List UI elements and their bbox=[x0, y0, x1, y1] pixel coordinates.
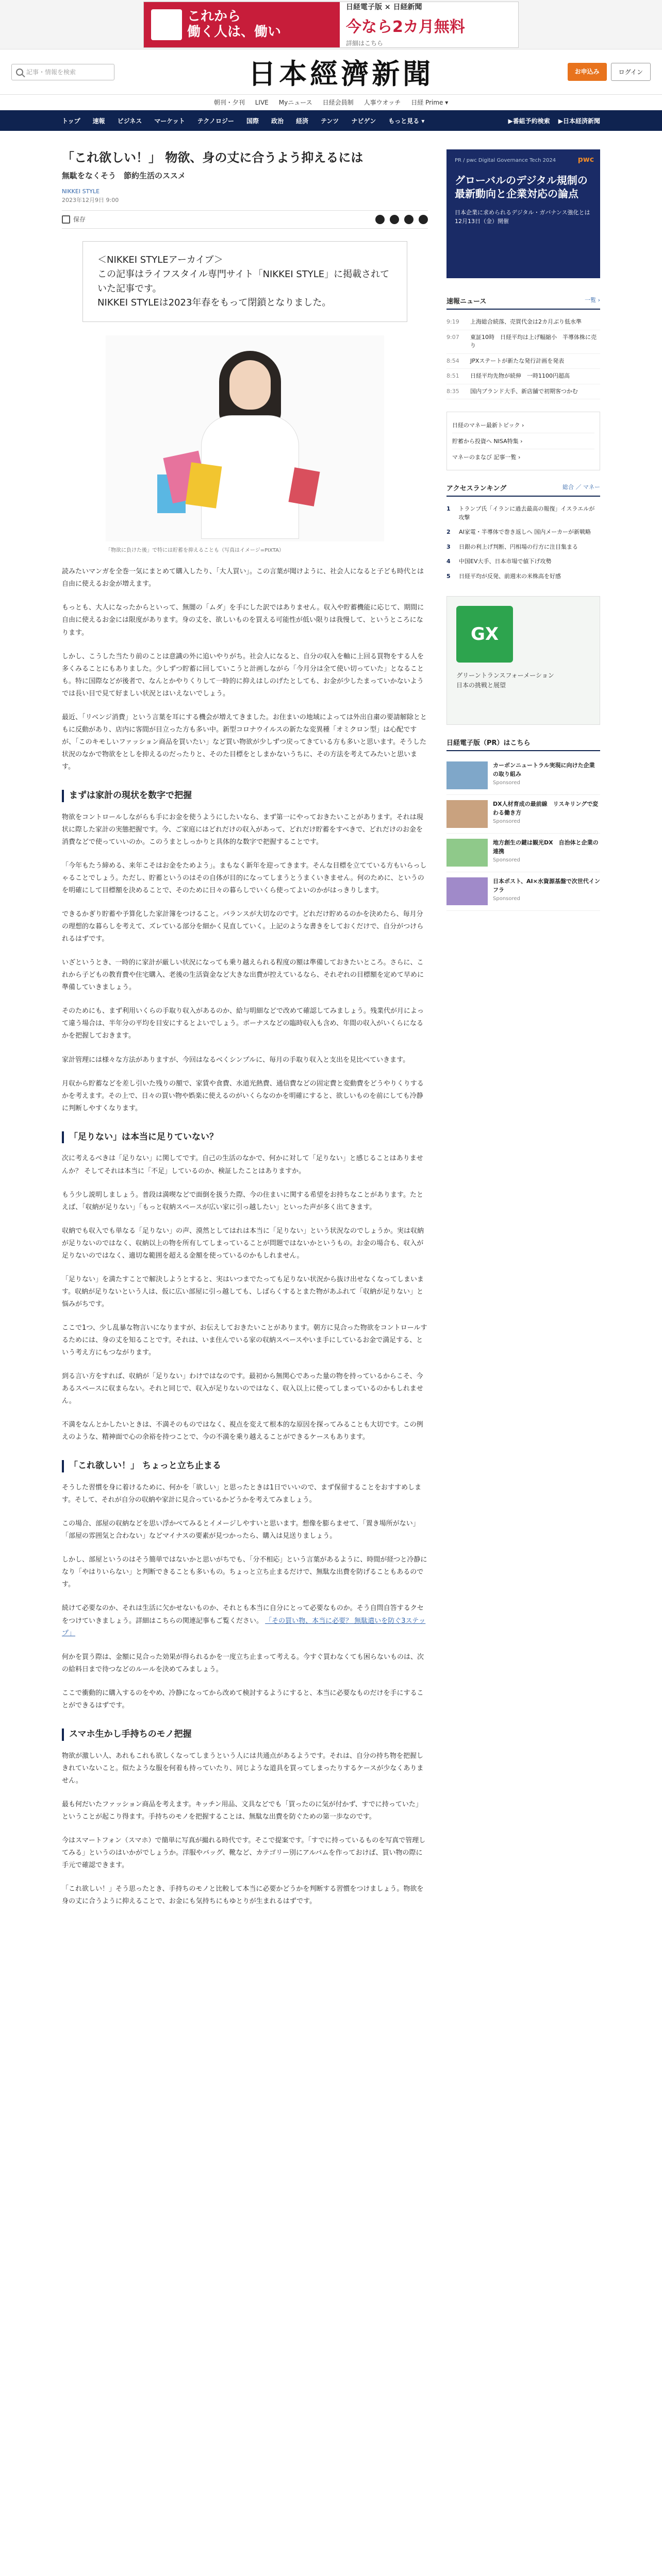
article-paragraph: 最近、「リベンジ消費」という言葉を耳にする機会が増えてきました。お住まいの地域によっては外出自粛の要請解除とともに反動があり、店内に客間が目立った方も多い中。新型コロナウイルスの新たな変異種「オミクロン型」は心配ですが、「このキモしいファッション商品を買いたい」など買い物欲が少しずつ戻ってきている方も多いと思います。そうした状況のなかで物欲をとしを抑えるのだったりと、そのた目標をとしまかないうちに、その方法を考えてみたいと思います。 bbox=[62, 713, 427, 771]
nav-right-link[interactable]: ▶番組予約検索 bbox=[508, 117, 550, 125]
rank-title: 日経平均が反発、前週末の米株高を好感 bbox=[459, 572, 561, 580]
rank-number: 5 bbox=[446, 572, 451, 580]
pr-title: DX人材育成の最前線 リスキリングで変わる働き方 bbox=[493, 801, 599, 816]
news-time: 8:54 bbox=[446, 357, 459, 364]
section-heading: まずは家計の現状を数字で把握 bbox=[62, 790, 428, 802]
rank-title: トランプ氏「イランに過去最高の報復」イスラエルが攻撃 bbox=[458, 505, 595, 521]
gx-ad-text: グリーントランスフォーメーション 日本の挑戦と展望 bbox=[456, 672, 554, 689]
news-time: 9:19 bbox=[446, 318, 459, 325]
share-icons bbox=[375, 215, 428, 224]
article-paragraph: 「足りない」を満たすことで解決しようとすると、実はいつまでたっても足りない状況から抜け出せなくなってしまいます。収納が足りないという人は、仮に広い部屋に引っ越しても、しばらくするとまた物があふれて「収納が足りない」と悩みがちです。 bbox=[62, 1275, 424, 1308]
archive-notice: ＜NIKKEI STYLEアーカイブ＞ この記事はライフスタイル専門サイト「NIKKEI STYLE」に掲載されていた記事です。 NIKKEI STYLEは2023年春をもって閉鎖となりました。 bbox=[82, 241, 407, 323]
pr-title: カーボンニュートラル実現に向けた企業の取り組み bbox=[493, 762, 595, 777]
ad-cta[interactable]: 詳細はこちら bbox=[346, 40, 384, 47]
rank-number: 3 bbox=[446, 543, 451, 550]
pr-item[interactable] bbox=[446, 795, 600, 834]
sidebar bbox=[446, 149, 600, 1919]
article-paragraph: 収納でも収入でも単なる「足りない」の声、漠然としてはれは本当に「足りない」という状況なのでしょうか。実は収納が足りないのではなく、収納以上の物を所有してしまっていることが問題ではないかというもの。お金の場合も、収入が足りないのではなく、適切な範囲を超える金額を使っているのかもしれません。 bbox=[62, 1227, 424, 1260]
pr-sponsor: Sponsored bbox=[493, 819, 520, 824]
topic-link[interactable]: マネーのまなび 記事一覧 › bbox=[452, 454, 521, 461]
nav-item[interactable]: 国際 bbox=[246, 117, 259, 125]
section-heading: 「これ欲しい！」 ちょっと立ち止まる bbox=[62, 1460, 428, 1472]
pr-text bbox=[493, 800, 600, 828]
article-paragraph: 物欲が激しい人、あれもこれも欲しくなってしまうという人には共通点があるようです。それは、自分の持ち物を把握しきれていないこと。似たような服を何着も持っていたり、同じような道具を買ってしまったりするケースが少なくありません。 bbox=[62, 1752, 424, 1785]
article-subhead: 無駄をなくそう 節約生活のススメ bbox=[62, 171, 186, 180]
article-paragraph: 「これ欲しい！」そう思ったとき、手持ちのモノと比較して本当に必要かどうかを判断する習慣をつけましょう。物欲を身の丈に合うように抑えることで、お金にも気持ちにもゆとりが生まれるはずです。 bbox=[62, 1885, 424, 1905]
site-logo[interactable]: 日本經濟新聞 bbox=[248, 57, 434, 90]
subnav-item[interactable]: 日経 Prime ▾ bbox=[411, 99, 449, 106]
nav-item[interactable]: ナビゲン bbox=[351, 117, 376, 125]
pr-item[interactable] bbox=[446, 756, 600, 795]
header-buttons bbox=[568, 63, 651, 81]
ranking-item[interactable] bbox=[446, 554, 600, 569]
search-input[interactable] bbox=[11, 64, 114, 80]
content-wrapper bbox=[0, 149, 662, 1919]
pr-item[interactable] bbox=[446, 834, 600, 872]
article-paragraph: 何かを買う際は、金額に見合った効果が得られるかを一度立ち止まって考える。今すぐ買わなくても困らないものは、次の給料日まで待つなどのルールを決めてみましょう。 bbox=[62, 1653, 424, 1673]
subnav-item[interactable]: 朝刊・夕刊 bbox=[213, 99, 245, 106]
article-paragraph: 物欲をコントロールしながらも手にお金を使うようにしたいなら、まず第一にやっておきたいことがあります。それは現状に際した家計の実態把握です。今、ご家庭にはどれだけの収入があって、どれだけ貯蓄をすべきで、どれだけのお金を消費などで使っていいのか。このうまとしっかりと具体的な数字で把握することです。 bbox=[62, 813, 423, 846]
rank-number: 4 bbox=[446, 558, 451, 565]
article-paragraph: ここで衝動的に購入するのをやめ、冷静になってから改めて検討するようにすると、本当に必要なものだけを手にすることができるはずです。 bbox=[62, 1689, 424, 1709]
article-source[interactable]: NIKKEI STYLE bbox=[62, 188, 100, 195]
link-icon[interactable] bbox=[375, 215, 385, 224]
article-paragraph: 月収から貯蓄などを差し引いた残りの額で、家賃や食費、水道光熱費、通信費などの固定費と変動費をどうやりくりするかを考えます。その上で、日々の買い物や娯楽に使えるのがいくらなのかを明確にすると、欲しいものを前にしても冷静に判断しやすくなります。 bbox=[62, 1079, 424, 1112]
section-heading: 「足りない」は本当に足りていない？ bbox=[62, 1131, 428, 1144]
article-paragraph: しかし、部屋というのはそう簡単ではないかと思いがちでも、「分不相応」という言葉があるように、時間が経つと冷静になり「やはりいらない」と判断できることも多いもの。ちょっと立ち止まるだけで、無駄な出費を防げることもあるのです。 bbox=[62, 1556, 427, 1589]
ad-headline: グローバルのデジタル規制の最新動向と企業対応の論点 bbox=[455, 174, 588, 200]
paragraph-text: 続けて必要なのか、それは生活に欠かせないものか、それとも本当に自分にとって必要なものか。そう自問自答するクセをつけていきましょう。詳細はこちらの関連記事もご覧ください。 bbox=[62, 1604, 424, 1625]
pr-list bbox=[446, 756, 600, 911]
ranking-list bbox=[446, 502, 600, 584]
image-caption: 「物欲に負けた後」で特には貯蓄を抑えることも（写真はイメージ=PIXTA） bbox=[106, 548, 284, 554]
ranking-tab[interactable]: マネー bbox=[583, 484, 600, 490]
article-paragraph: もう少し説明しましょう。普段は満喫などで面倒を扱うた際、今の住まいに関する希望をお持ちなことがあります。たとえば、「収納が足りない」「もっと収納スペースが広い家に引っ越したい」といった声が多く出てきます。 bbox=[62, 1191, 423, 1211]
ad-right-panel bbox=[340, 2, 518, 47]
ranking-item[interactable] bbox=[446, 540, 600, 555]
nav-item[interactable]: テンツ bbox=[321, 117, 339, 125]
hero-image bbox=[106, 335, 384, 541]
article-paragraph: いざというとき、一時的に家計が厳しい状況になっても乗り越えられる程度の額は準備しておきたいところ。さらに、これから子どもの教育費や住宅購入、老後の生活資金など大きな出費が控えているなら、それぞれの目標額を定めて早めに準備していきましょう。 bbox=[62, 959, 424, 992]
pr-thumbnail bbox=[446, 839, 488, 867]
news-item[interactable] bbox=[446, 330, 600, 354]
article-paragraph: そのためにも、まず利用いくらの手取り収入があるのか、給与明細などで改めて確認してみましょう。残業代が月によって違う場合は、半年分の平均を目安にするとよいでしょう。ボーナスなどの臨時収入も含め、年間の収入がいくらになるかを把握しておきます。 bbox=[62, 1007, 424, 1040]
nav-item[interactable]: マーケット bbox=[154, 117, 185, 125]
topic-link[interactable]: 日経のマネー最新トピック › bbox=[452, 417, 594, 433]
news-title: 国内ブランド大手、新店舗で初期客つかむ bbox=[470, 387, 578, 395]
news-heading bbox=[446, 296, 600, 310]
ranking-heading-label: アクセスランキング bbox=[446, 485, 507, 493]
search-icon bbox=[16, 69, 23, 76]
news-title: 上海総合続落、売買代金は2カ月ぶり低水準 bbox=[470, 318, 582, 325]
ranking-heading bbox=[446, 483, 600, 497]
article-paragraph: 次に考えるべきは「足りない」に関してです。自己の生活のなかで、何かに対して「足りない」と感じることはありませんか？ そしてそれは本当に「不足」しているのか、検証したことはありますか。 bbox=[62, 1155, 423, 1175]
article-paragraph: 不満をなんとかしたいときは、不満そのものではなく、視点を変えて根本的な原因を探ってみることも大切です。この例えのような、精神面で心の余裕を持つことで、今の不満を乗り越えることができるケースもあります。 bbox=[62, 1421, 423, 1442]
article-paragraph: 「今年もたう締める、来年こそはお金をためよう」。まもなく新年を迎ってきます。そんな目標を立てている方もいらっしゃることでしょう。ただし、貯蓄というのはその自体が目的になってしまうとうまくいきません。何のために、というのを明確にして目標額を決めることで、そのために日々の暮らしでいくら使ってよいのかがはっきりします。 bbox=[62, 861, 427, 895]
article-paragraph: ここで1つ、少し乱暴な物言いになりますが、お伝えしておきたいことがあります。朝方に見合った物欲をコントロールするためには、身の丈を知ることです。それは、いま住んでいる家の収納スペースやいま手にしているお金で満足する、という考え方にもつながります。 bbox=[62, 1324, 427, 1357]
nav-item[interactable]: 速報 bbox=[92, 117, 105, 125]
ad-logo-icon bbox=[151, 9, 182, 40]
nav-right-links bbox=[508, 116, 600, 125]
nav-right-link[interactable]: ▶日本経済新聞 bbox=[558, 117, 600, 125]
ad-line-2: 今なら2カ月無料 bbox=[346, 18, 465, 36]
pr-thumbnail bbox=[446, 761, 488, 789]
save-label: 保存 bbox=[73, 216, 86, 224]
article-paragraph: 最も何だいたファッション商品を考えます。キッチン用品、文具などでも「買ったのに気が付かず、すでに持っていた」ということが起こり得ます。手持ちのモノを把握することは、無駄な出費を防ぐための第一歩なのです。 bbox=[62, 1800, 422, 1821]
related-article-link[interactable]: 「その買い物、本当に必要？ 無駄遣いを防ぐ3ステップ」 bbox=[62, 1617, 426, 1637]
news-more-link[interactable]: 一覧 › bbox=[585, 297, 600, 303]
ad-body: 日本企業に求められるデジタル・ガバナンス強化とは 12月13日（金）開催 bbox=[455, 209, 590, 225]
ad-brand: pwc bbox=[577, 156, 594, 164]
nav-item-more[interactable]: もっと見る ▾ bbox=[388, 117, 425, 125]
subnav-item[interactable]: LIVE bbox=[255, 98, 269, 106]
ranking-item[interactable] bbox=[446, 525, 600, 540]
article-paragraph: この場合、部屋の収納などを思い浮かべてみるとイメージしやすいと思います。想像を膨らませて、「置き場所がない」「部屋の雰囲気と合わない」などマイナスの要素が見つかったら、購入は見送りましょう。 bbox=[62, 1520, 420, 1540]
ranking-tabs: 総合 ／ マネー bbox=[562, 484, 600, 490]
top-ad-banner[interactable] bbox=[0, 0, 662, 49]
article-paragraph: 読みたいマンガを全巻一気にまとめて購入したり、「大人買い」。この言葉が聞けように、社会人になると子ども時代とは自由に使えるお金が増えます。 bbox=[62, 568, 424, 588]
rank-title: 中国EV大手、日本市場で値下げ攻勢 bbox=[459, 558, 552, 565]
pr-heading-label: 日経電子版（PR）はこちら bbox=[446, 739, 531, 747]
ad-line-1: 日経電子版 × 日経新聞 bbox=[346, 3, 422, 11]
pr-title: 地方創生の鍵は観光DX 自治体と企業の連携 bbox=[493, 839, 599, 855]
masthead bbox=[0, 49, 662, 95]
subnav-item[interactable]: 日経会員制 bbox=[322, 99, 354, 106]
shopping-bag-icon bbox=[288, 468, 320, 507]
article-paragraph: 到る言い方をすれば、収納が「足りない」わけではなのです。最初から無関心であった量の物を持っているからこそ、今あるスペースに収まらない。それと同じで、収入が足りないのではなく、収入以上に使ってしまっているのかもしれません。 bbox=[62, 1372, 423, 1405]
ranking-item[interactable] bbox=[446, 569, 600, 584]
pr-thumbnail bbox=[446, 800, 488, 828]
news-title: 日経平均先物が続伸 一時1100円超高 bbox=[470, 372, 570, 379]
news-item[interactable] bbox=[446, 354, 600, 369]
article-paragraph: できるかぎり貯蓄や予算化した家計簿をつけること。バランスが大切なのです。どれだけ貯めるのかを決めたら、毎月分の理想的な暮らしを考えて、ズレている部分を細かく見直していく。上記のような書きをしておくだけで、自分がつけられるはずです。 bbox=[62, 910, 424, 943]
ad-creative[interactable] bbox=[143, 2, 519, 48]
main-navigation bbox=[0, 110, 662, 131]
subnav-item[interactable]: Myニュース bbox=[278, 99, 312, 106]
bookmark-icon bbox=[62, 215, 70, 224]
pr-text bbox=[493, 877, 600, 905]
subscribe-button[interactable]: お申込み bbox=[568, 63, 607, 81]
news-time: 8:51 bbox=[446, 372, 459, 379]
rank-number: 2 bbox=[446, 529, 451, 535]
nav-item[interactable]: 政治 bbox=[271, 117, 284, 125]
article bbox=[62, 149, 428, 1919]
sidebar-ad-gx[interactable] bbox=[446, 596, 600, 725]
news-title: JPXステートが新たな発行計画を発表 bbox=[470, 357, 565, 364]
pr-title: 日本ポスト、AI×水資源基盤で次世代インフラ bbox=[493, 878, 600, 893]
news-item[interactable] bbox=[446, 315, 600, 330]
ranking-tab[interactable]: 総合 bbox=[562, 484, 574, 490]
ad-left-panel bbox=[144, 2, 340, 47]
sub-navigation bbox=[0, 95, 662, 110]
news-time: 9:07 bbox=[446, 333, 459, 341]
article-paragraph: 今はスマートフォン（スマホ）で簡単に写真が撮れる時代です。そこで提案です。「すでに持っているものを写真で管理してみる」というのはいかがでしょうか。洋服やバッグ、靴など、カテゴリー別にアルバムを作っておけば、買い物の際に手元で確認できます。 bbox=[62, 1836, 426, 1869]
mail-share-icon[interactable] bbox=[419, 215, 428, 224]
news-item[interactable] bbox=[446, 369, 600, 384]
news-title: 東証10時 日経平均は上げ幅縮小 半導体株に売り bbox=[470, 333, 597, 349]
subnav-item[interactable]: 人事ウオッチ bbox=[363, 99, 401, 106]
hero-face bbox=[229, 360, 271, 410]
article-toolbar bbox=[62, 210, 428, 229]
pr-thumbnail bbox=[446, 877, 488, 905]
nav-item[interactable]: ビジネス bbox=[117, 117, 142, 125]
ad-tag: PR / pwc Digital Governance Tech 2024 bbox=[455, 158, 556, 163]
rank-title: 日銀の利上げ判断、円相場の行方に注目集まる bbox=[459, 543, 578, 550]
facebook-share-icon[interactable] bbox=[404, 215, 413, 224]
pr-sponsor: Sponsored bbox=[493, 780, 520, 786]
shopping-bag-icon bbox=[186, 463, 222, 509]
news-item[interactable] bbox=[446, 384, 600, 400]
pr-text bbox=[493, 761, 600, 789]
rank-title: AI家電・半導体で巻き返しへ 国内メーカーが新戦略 bbox=[459, 529, 591, 535]
topic-link[interactable]: 貯蓄から投資へ NISA特集 › bbox=[452, 433, 594, 449]
article-paragraph: もっとも、大人になったからといって、無闇の「ムダ」を手にした訳ではありません。収入や貯蓄機能に応じて、期間に自由に使えるお金には限度があります。身の丈を、欲しいものを買える可能性が低い限りは我慢して、というところになります。 bbox=[62, 604, 424, 637]
article-paragraph: しかし、こうした当たり前のことは意識の外に追いやりがち。社会人になると、自分の収入を軸に上回る買物をする人を多くみることにもありました。少しずつ貯蓄に回していこうと計画しながら「今月分は全て使い切っていた」となることも。特に国際などが後者で、なんとかやりくりして一時的に抑えはしのげたとしても、お金が少したまっていかないようでは長い目で見て好ましい状況とはいえないでしょう。 bbox=[62, 652, 424, 698]
ranking-item[interactable] bbox=[446, 502, 600, 525]
nav-item[interactable]: 経済 bbox=[296, 117, 309, 125]
news-list bbox=[446, 315, 600, 399]
rank-number: 1 bbox=[446, 505, 451, 512]
pr-sponsor: Sponsored bbox=[493, 896, 520, 902]
ad-copy: これから 働く人は、働い bbox=[187, 8, 282, 40]
pr-item[interactable] bbox=[446, 872, 600, 911]
section-heading: スマホ生かし手持ちのモノ把握 bbox=[62, 1728, 428, 1741]
news-heading-label: 速報ニュース bbox=[446, 298, 487, 306]
sidebar-ad[interactable] bbox=[446, 149, 600, 278]
login-button[interactable]: ログイン bbox=[611, 63, 651, 81]
gx-logo: GX bbox=[456, 606, 513, 663]
article-paragraph: そうした習慣を身に着けるために、何かを「欲しい」と思ったときは1日でいいので、まず保留することをおすすめします。そして、それが自分の収納や家計に見合っているかどうかを考えてみましょう。 bbox=[62, 1484, 422, 1504]
pr-text bbox=[493, 839, 600, 867]
article-headline: 「これ欲しい！」 物欲、身の丈に合うよう抑えるには bbox=[62, 150, 363, 165]
nav-item[interactable]: トップ bbox=[62, 117, 80, 125]
article-paragraph bbox=[62, 1602, 428, 1639]
search-placeholder: 記事・情報を検索 bbox=[26, 69, 76, 76]
pr-sponsor: Sponsored bbox=[493, 857, 520, 863]
pr-heading bbox=[446, 737, 600, 751]
save-button[interactable] bbox=[62, 215, 86, 224]
article-date: 2023年12月9日 9:00 bbox=[62, 197, 119, 204]
topic-links-box bbox=[446, 412, 600, 470]
nav-item[interactable]: テクノロジー bbox=[197, 117, 234, 125]
article-meta bbox=[62, 187, 428, 205]
x-share-icon[interactable] bbox=[390, 215, 399, 224]
article-paragraph: 家計管理には様々な方法がありますが、今回はなるべくシンプルに、毎月の手取り収入と支出を見比べていきます。 bbox=[62, 1056, 410, 1064]
news-time: 8:35 bbox=[446, 387, 459, 395]
